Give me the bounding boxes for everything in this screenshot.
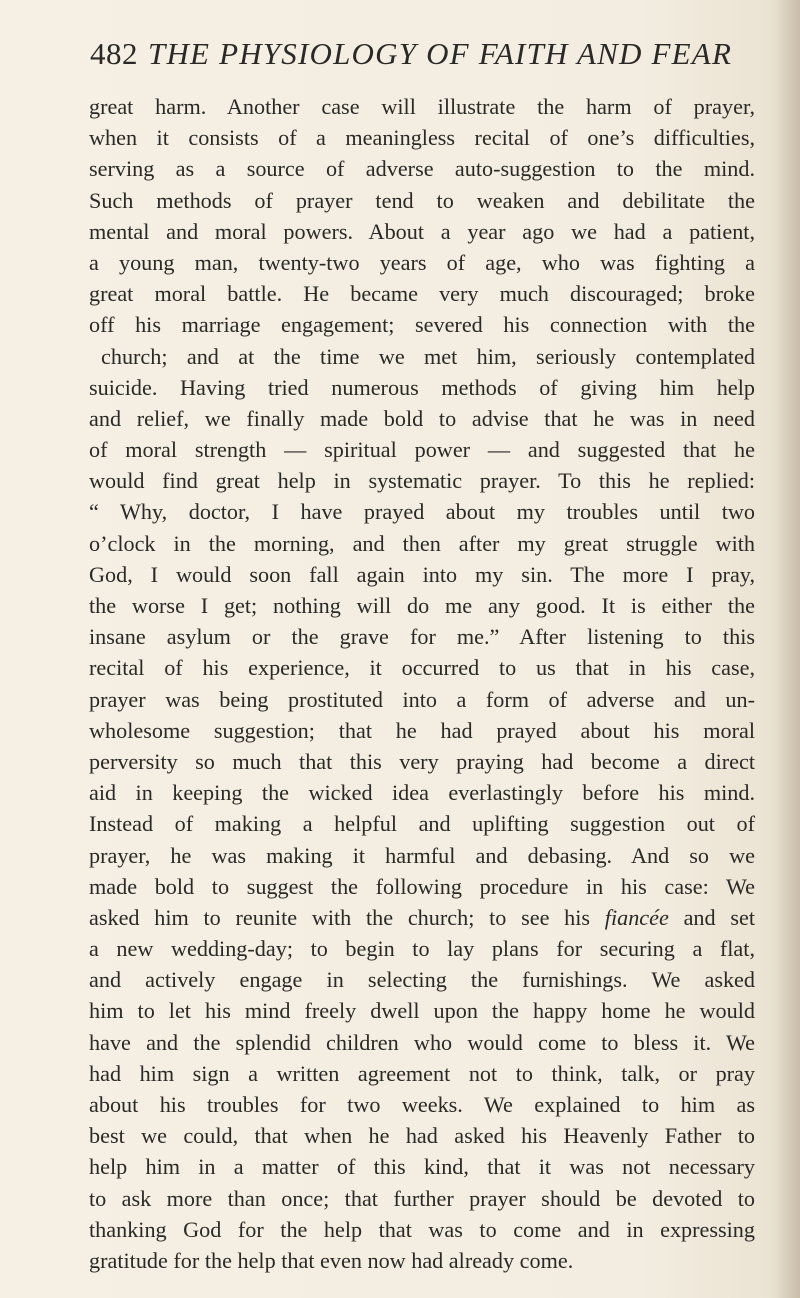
running-head — [90, 34, 750, 74]
text-line: had him sign a written agreement not to think, talk, or pray — [89, 1060, 755, 1086]
text-line: him to let his mind freely dwell upon the happy home he would — [89, 998, 755, 1024]
text-line: recital of his experience, it occurred to us that in his case, — [89, 655, 755, 681]
page-edge-shadow — [776, 0, 800, 1298]
text-line: gratitude for the help that even now had already come. — [89, 1247, 574, 1273]
text-line: the worse I get; nothing will do me any good. It is either the — [89, 593, 755, 618]
text-line: mental and moral powers. About a year ago we had a patient, — [89, 218, 755, 244]
text-line: help him in a matter of this kind, that it was not necessary — [89, 1154, 755, 1180]
text-line: perversity so much that this very praying had become a direct — [89, 748, 755, 774]
text-line: and relief, we finally made bold to advise that he was in need — [89, 405, 755, 431]
text-line: serving as a source of adverse auto-suggestion to the mind. — [89, 156, 755, 182]
text-line: a new wedding-day; to begin to lay plans for securing a flat, — [89, 936, 755, 962]
text-line: great harm. Another case will illustrate the harm of prayer, — [89, 94, 755, 119]
text-line: Such methods of prayer tend to weaken and debilitate the — [89, 187, 755, 213]
text-line: aid in keeping the wicked idea everlastingly before his mind. — [89, 780, 755, 806]
text-line: have and the splendid children who would come to bless it. We — [89, 1029, 755, 1055]
running-title: THE PHYSIOLOGY OF FAITH AND FEAR — [148, 36, 733, 71]
text-line: made bold to suggest the following procedure in his case: We — [89, 873, 755, 899]
page-number: 482 — [90, 36, 138, 71]
text-line: prayer was being prostituted into a form of adverse and un- — [89, 686, 755, 712]
text-line: God, I would soon fall again into my sin. The more I pray, — [89, 561, 755, 587]
italic-word: fiancée — [604, 904, 669, 930]
text-line: best we could, that when he had asked his Heavenly Father to — [89, 1123, 755, 1149]
text-line: wholesome suggestion; that he had prayed about his moral — [89, 717, 755, 743]
text-line: church; and at the time we met him, seriously contemplated — [101, 343, 755, 369]
text-line: o’clock in the morning, and then after my great struggle with — [89, 530, 755, 556]
text-line: thanking God for the help that was to come and in expressing — [89, 1216, 755, 1242]
text-line: great moral battle. He became very much discouraged; broke — [89, 281, 755, 307]
text-line: suicide. Having tried numerous methods of giving him help — [89, 374, 755, 400]
text-line: and actively engage in selecting the furnishings. We asked — [89, 967, 755, 993]
text-line: would find great help in systematic prayer. To this he replied: — [89, 468, 755, 494]
text-line: to ask more than once; that further prayer should be devoted to — [89, 1185, 755, 1211]
text-line: insane asylum or the grave for me.” After listening to this — [89, 624, 755, 650]
text-line: prayer, he was making it harmful and debasing. And so we — [89, 842, 755, 868]
text-segment: asked him to reunite with the church; to see his — [89, 904, 591, 930]
text-segment: and set — [683, 904, 755, 930]
text-line: when it consists of a meaningless recital of one’s difficulties, — [89, 125, 755, 151]
text-line: “ Why, doctor, I have prayed about my troubles until two — [89, 499, 755, 525]
text-line: off his marriage engagement; severed his connection with the — [89, 312, 755, 338]
body-paragraph — [89, 91, 755, 1276]
text-line: of moral strength — spiritual power — and suggested that he — [89, 437, 755, 463]
text-line: Instead of making a helpful and uplifting suggestion out of — [89, 811, 755, 837]
text-line: a young man, twenty-two years of age, who was fighting a — [89, 249, 755, 275]
text-line-with-italic — [89, 902, 755, 933]
text-line: about his troubles for two weeks. We explained to him as — [89, 1092, 755, 1117]
